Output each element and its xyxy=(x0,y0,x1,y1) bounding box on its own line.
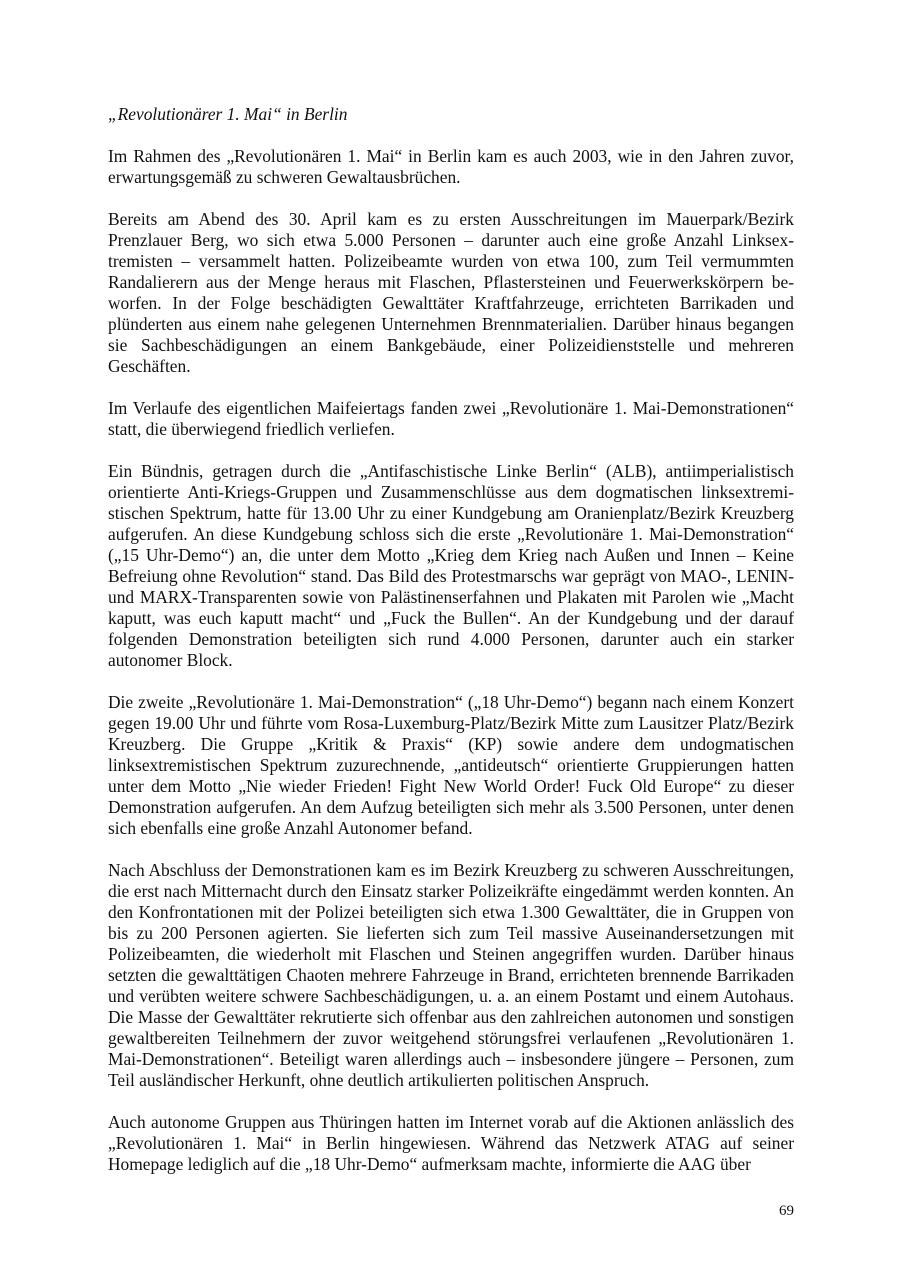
paragraph: Im Rahmen des „Revolutionären 1. Mai“ in Berlin kam es auch 2003, wie in den Jahren zuvor, erwartungsgemäß zu schweren Gewaltausbrüchen. xyxy=(108,146,794,187)
section-heading: „Revolutionärer 1. Mai“ in Berlin xyxy=(108,104,348,124)
paragraph: Ein Bündnis, getragen durch die „Antifaschistische Linke Berlin“ (ALB), antiimperialistisch orientierte Anti-Kriegs-Gruppen und Zusammenschlüsse aus dem dogmatischen linksextremistischen Spektrum, hatte für 13.00 Uhr zu einer Kundgebung am Oranienplatz/Bezirk Kreuzberg aufgerufen. An diese Kundgebung schloss sich die erste „Revolutionäre 1. Mai-Demonstration“ („15 Uhr-Demo“) an, die unter dem Motto „Krieg dem Krieg nach Außen und Innen – Keine Befreiung ohne Revolution“ stand. Das Bild des Protestmarschs war geprägt von MAO-, LENIN- und MARX-Transparenten sowie von Palästinenserfahnen und Plakaten mit Parolen wie „Macht kaputt, was euch kaputt macht“ und „Fuck the Bullen“. An der Kundgebung und der darauf folgenden Demonstration beteiligten sich rund 4.000 Personen, darunter auch ein starker autonomer Block. xyxy=(108,461,794,670)
paragraph: Bereits am Abend des 30. April kam es zu ersten Ausschreitungen im Mauerpark/Bezirk Prenzlauer Berg, wo sich etwa 5.000 Personen – darunter auch eine große Anzahl Linksextremisten – versammelt hatten. Polizeibeamte wurden von etwa 100, zum Teil vermummten Randalierern aus der Menge heraus mit Flaschen, Pflastersteinen und Feuerwerkskörpern beworfen. In der Folge beschädigten Gewalttäter Kraftfahrzeuge, errichteten Barrikaden und plünderten aus einem nahe gelegenen Unternehmen Brennmaterialien. Darüber hinaus begangen sie Sachbeschädigungen an einem Bankgebäude, einer Polizeidienststelle und mehreren Geschäften. xyxy=(108,209,794,376)
paragraph: Die zweite „Revolutionäre 1. Mai-Demonstration“ („18 Uhr-Demo“) begann nach einem Konzert gegen 19.00 Uhr und führte vom Rosa-Luxemburg-Platz/Bezirk Mitte zum Lausitzer Platz/Bezirk Kreuzberg. Die Gruppe „Kritik & Praxis“ (KP) sowie andere dem undogmatischen linksextremistischen Spektrum zuzurechnende, „antideutsch“ orientierte Gruppierungen hatten unter dem Motto „Nie wieder Frieden! Fight New World Order! Fuck Old Europe“ zu dieser Demonstration aufgerufen. An dem Aufzug beteiligten sich mehr als 3.500 Personen, unter denen sich ebenfalls eine große Anzahl Autonomer befand. xyxy=(108,692,794,838)
document-page xyxy=(108,104,794,1196)
paragraph: Auch autonome Gruppen aus Thüringen hatten im Internet vorab auf die Aktionen anlässlich des „Revolutionären 1. Mai“ in Berlin hingewiesen. Während das Netzwerk ATAG auf seiner Homepage lediglich auf die „18 Uhr-Demo“ aufmerksam machte, informierte die AAG über xyxy=(108,1112,794,1174)
page-number: 69 xyxy=(779,1203,794,1219)
paragraph: Nach Abschluss der Demonstrationen kam es im Bezirk Kreuzberg zu schweren Ausschreitungen, die erst nach Mitternacht durch den Einsatz starker Polizeikräfte eingedämmt werden konnten. An den Konfrontationen mit der Polizei beteiligten sich etwa 1.300 Gewalttäter, die in Gruppen von bis zu 200 Personen agierten. Sie lieferten sich zum Teil massive Auseinandersetzungen mit Polizeibeamten, die wiederholt mit Flaschen und Steinen angegriffen wurden. Darüber hinaus setzten die gewalttätigen Chaoten mehrere Fahrzeuge in Brand, errichteten brennende Barrikaden und verübten weitere schwere Sachbeschädigungen, u. a. an einem Postamt und einem Autohaus. Die Masse der Gewalttäter rekrutierte sich offenbar aus den zahlreichen autonomen und sonstigen gewaltbereiten Teilnehmern der zuvor weitgehend störungsfrei verlaufenen „Revolutionären 1. Mai-Demonstrationen“. Beteiligt waren allerdings auch – insbesondere jüngere – Personen, zum Teil ausländischer Herkunft, ohne deutlich artikulierten politischen Anspruch. xyxy=(108,860,794,1090)
paragraph: Im Verlaufe des eigentlichen Maifeiertags fanden zwei „Revolutionäre 1. Mai-Demonstrationen“ statt, die überwiegend friedlich verliefen. xyxy=(108,398,794,439)
